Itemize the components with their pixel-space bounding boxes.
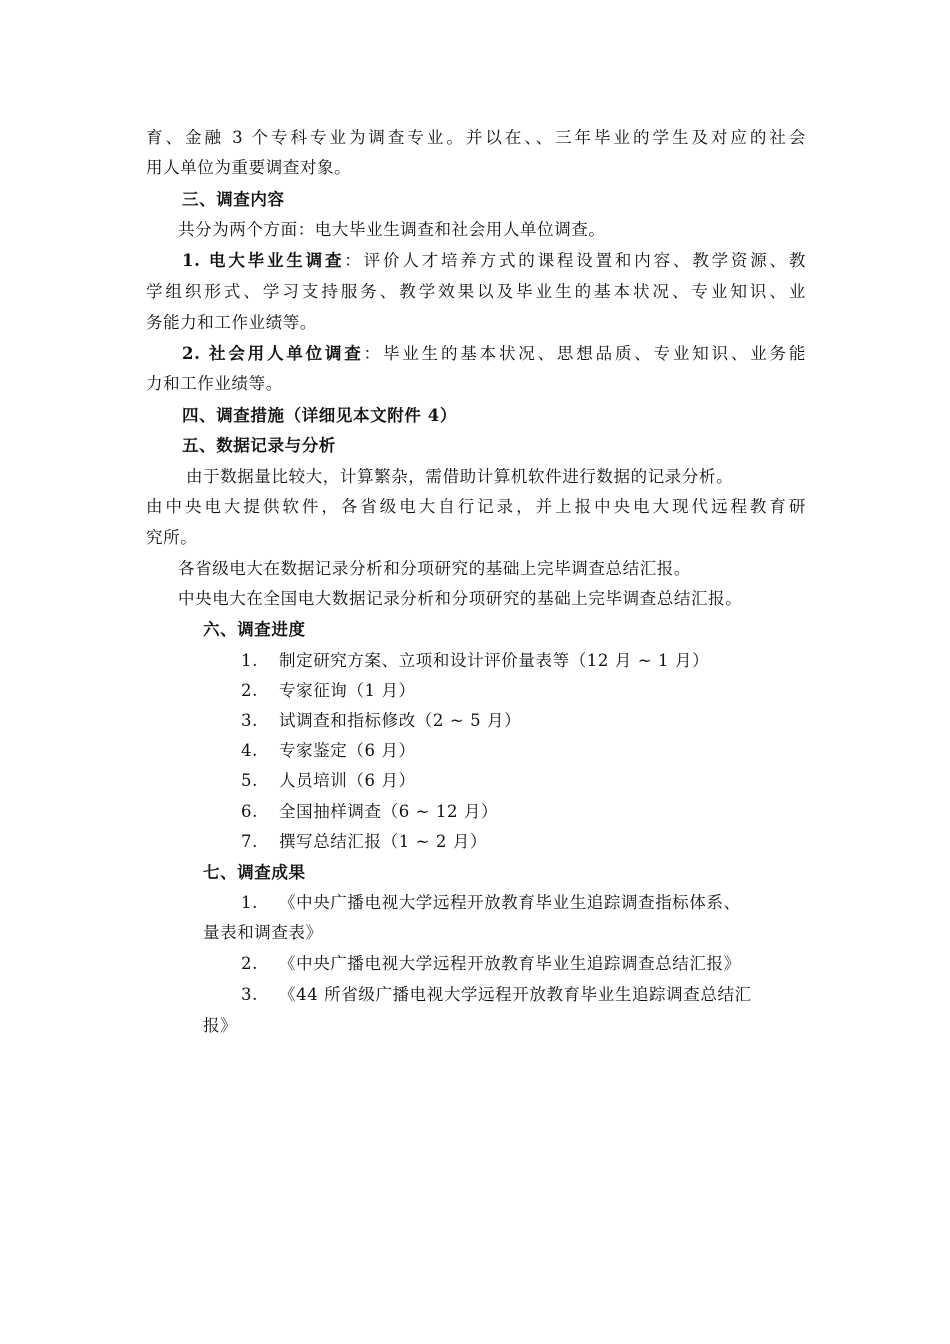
section-5-para-1-line-2: 由中央电大提供软件，各省级电大自行记录，并上报中央电大现代远程教育研	[146, 497, 806, 516]
schedule-item	[241, 740, 801, 762]
schedule-item	[241, 650, 801, 672]
schedule-item	[241, 801, 801, 823]
intro-line-1: 育、金融 3 个专科专业为调查专业。并以在、、三年毕业的学生及对应的社会	[146, 128, 806, 147]
schedule-item-number: 3.	[241, 711, 258, 730]
outcome-item-2	[241, 953, 806, 975]
schedule-item-text: 全国抽样调查（6 ~ 12 月）	[279, 802, 499, 821]
outcome-item-text: 《中央广播电视大学远程开放教育毕业生追踪调查指标体系、	[279, 893, 741, 912]
outcome-item-number: 3.	[241, 985, 258, 1004]
schedule-item-number: 7.	[241, 832, 258, 851]
schedule-item-text: 撰写总结汇报（1 ~ 2 月）	[279, 832, 488, 851]
schedule-item-text: 试调查和指标修改（2 ~ 5 月）	[279, 711, 522, 730]
outcome-item-1-line-2: 量表和调查表》	[203, 923, 323, 942]
intro-line-2: 用人单位为重要调查对象。	[146, 158, 352, 177]
section-3-item-1-line-1	[182, 250, 806, 272]
section-3-heading: 三、调查内容	[182, 190, 285, 209]
outcome-item-1-line-1	[241, 892, 806, 914]
section-3-item-2-text: ：毕业生的基本状况、思想品质、专业知识、业务能	[363, 344, 806, 363]
section-5-para-3: 中央电大在全国电大数据记录分析和分项研究的基础上完毕调查总结汇报。	[178, 589, 743, 608]
schedule-item-number: 4.	[241, 741, 258, 760]
section-3-item-2-line-1	[182, 343, 806, 365]
section-4-heading: 四、调查措施（详细见本文附件 4）	[182, 406, 457, 425]
section-3-summary: 共分为两个方面：电大毕业生调查和社会用人单位调查。	[178, 220, 606, 239]
section-6-heading: 六、调查进度	[203, 620, 306, 639]
schedule-item	[241, 770, 801, 792]
schedule-item-number: 1.	[241, 651, 258, 670]
section-3-item-2-title: 2. 社会用人单位调查	[182, 344, 364, 363]
section-3-item-1-title: 1. 电大毕业生调查	[182, 251, 345, 270]
section-5-heading: 五、数据记录与分析	[182, 436, 336, 455]
schedule-item-text: 人员培训（6 月）	[279, 771, 416, 790]
schedule-item	[241, 710, 801, 732]
section-5-para-1-line-1: 由于数据量比较大，计算繁杂，需借助计算机软件进行数据的记录分析。	[186, 467, 734, 486]
outcome-item-3-line-1	[241, 984, 806, 1006]
schedule-item-text: 制定研究方案、立项和设计评价量表等（12 月 ~ 1 月）	[279, 651, 710, 670]
outcome-item-number: 1.	[241, 893, 258, 912]
schedule-item-number: 6.	[241, 802, 258, 821]
schedule-item-number: 2.	[241, 681, 258, 700]
section-5-para-1-line-3: 究所。	[146, 528, 198, 547]
schedule-item-text: 专家征询（1 月）	[279, 681, 416, 700]
section-7-heading: 七、调查成果	[203, 863, 306, 882]
outcome-item-text: 《中央广播电视大学远程开放教育毕业生追踪调查总结汇报》	[279, 954, 741, 973]
schedule-item	[241, 680, 801, 702]
schedule-item	[241, 831, 801, 853]
outcome-item-number: 2.	[241, 954, 258, 973]
section-5-para-2: 各省级电大在数据记录分析和分项研究的基础上完毕调查总结汇报。	[178, 559, 691, 578]
outcome-item-text: 《44 所省级广播电视大学远程开放教育毕业生追踪调查总结汇	[279, 985, 752, 1004]
section-3-item-1-text: ：评价人才培养方式的课程设置和内容、教学资源、教	[344, 251, 806, 270]
schedule-item-number: 5.	[241, 771, 258, 790]
schedule-item-text: 专家鉴定（6 月）	[279, 741, 416, 760]
section-3-item-2-line-2: 力和工作业绩等。	[146, 374, 283, 393]
outcome-item-3-line-2: 报》	[203, 1016, 238, 1035]
section-3-item-1-line-3: 务能力和工作业绩等。	[146, 313, 317, 332]
section-3-item-1-line-2: 学组织形式、学习支持服务、教学效果以及毕业生的基本状况、专业知识、业	[146, 282, 806, 301]
